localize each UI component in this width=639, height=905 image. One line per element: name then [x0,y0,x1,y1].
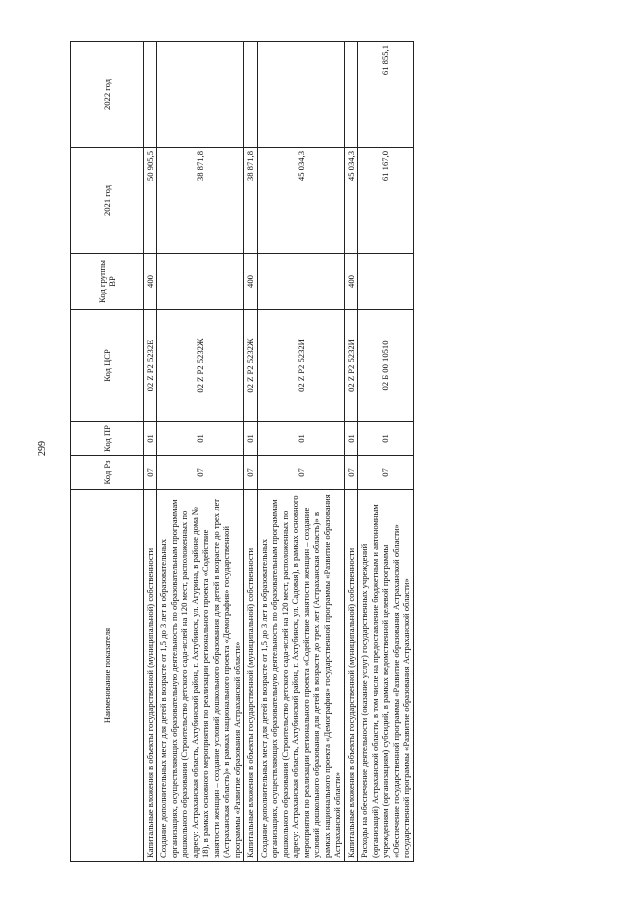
row-2022 [244,42,257,148]
row-name: Капитальные вложения в объекты государственной (муниципальной) собственности [144,490,157,862]
table-row [157,42,244,862]
table-row [344,42,357,862]
row-vr [358,254,413,310]
row-2021: 38 871,8 [157,148,244,254]
row-csr: 02 Z P2 5232Е [144,310,157,422]
row-name: Капитальные вложения в объекты государственной (муниципальной) собственности [244,490,257,862]
row-rz: 07 [157,456,244,490]
row-pr: 01 [358,422,413,456]
row-rz: 07 [358,456,413,490]
row-name: Создание дополнительных мест для детей в возрасте от 1,5 до 3 лет в образовательных организациях, осуществляющих образовательную деятельность по образовательным программам дошкольного образования (Строительство детского сада-яслей на 120 мест, расположенных по адресу: Астраханская область, Ахтубинский район, г. Ахтубинск, ул. Агурина, в районе дома № 18), в рамках основного мероприятия по реализации регионального проекта «Содействие занятости женщин – создание условий дошкольного образования для детей в возрасте до трех лет (Астраханская область)» в рамках национального проекта «Демография» государственной программы «Развитие образования Астраханской области» [157,490,244,862]
row-rz: 07 [257,456,344,490]
row-2022 [157,42,244,148]
col-header-vr: Код группы ВР [71,254,144,310]
row-2021: 38 871,8 [244,148,257,254]
col-header-2022: 2022 год [71,42,144,148]
row-2022 [344,42,357,148]
table-row [144,42,157,862]
row-2022: 61 855,1 [358,42,413,148]
row-csr: 02 Б 00 10510 [358,310,413,422]
row-pr: 01 [244,422,257,456]
row-2021: 45 034,3 [344,148,357,254]
table-header-row [71,42,144,862]
row-pr: 01 [144,422,157,456]
rotated-page [70,42,570,862]
row-2021: 50 905,5 [144,148,157,254]
row-name: Создание дополнительных мест для детей в возрасте от 1,5 до 3 лет в образовательных организациях, осуществляющих образовательную деятельность по образовательным программам дошкольного образования (Строительство детского сада-яслей на 120 мест, расположенных по адресу: Астраханская область, Ахтубинский район, г. Ахтубинск, ул. Садовая), в рамках основного мероприятия по реализации регионального проекта «Содействие занятости женщин – создание условий дошкольного образования для детей в возрасте до трех лет (Астраханская область)» в рамках национального проекта «Демография» государственной программы «Развитие образования Астраханской области» [257,490,344,862]
col-header-2021: 2021 год [71,148,144,254]
row-rz: 07 [144,456,157,490]
row-vr [157,254,244,310]
row-pr: 01 [344,422,357,456]
row-vr: 400 [144,254,157,310]
table-row [358,42,413,862]
row-2022 [144,42,157,148]
row-rz: 07 [244,456,257,490]
row-vr: 400 [344,254,357,310]
budget-table [70,41,414,862]
row-rz: 07 [344,456,357,490]
col-header-name: Наименование показателя [71,490,144,862]
table-row [244,42,257,862]
row-name: Капитальные вложения в объекты государственной (муниципальной) собственности [344,490,357,862]
row-2021: 61 167,0 [358,148,413,254]
row-vr: 400 [244,254,257,310]
row-vr [257,254,344,310]
row-2021: 45 034,3 [257,148,344,254]
page-number: 299 [37,441,48,456]
row-pr: 01 [257,422,344,456]
col-header-csr: Код ЦСР [71,310,144,422]
row-csr: 02 Z P2 5232И [344,310,357,422]
row-csr: 02 Z P2 5232Ж [157,310,244,422]
col-header-pr: Код ПР [71,422,144,456]
col-header-rz: Код Рз [71,456,144,490]
row-pr: 01 [157,422,244,456]
row-2022 [257,42,344,148]
row-csr: 02 Z P2 5232Ж [244,310,257,422]
row-csr: 02 Z P2 5232И [257,310,344,422]
row-name: Расходы на обеспечение деятельности (оказание услуг) государственных учреждений (организаций) Астраханской области, в том числе на предоставление бюджетным и автономным учреждениям (организациям) субсидий, в рамках ведомственной целевой программы «Обеспечение государственной программы «Развитие образования Астраханской области» государственной программы «Развитие образования Астраханской области» [358,490,413,862]
table-row [257,42,344,862]
